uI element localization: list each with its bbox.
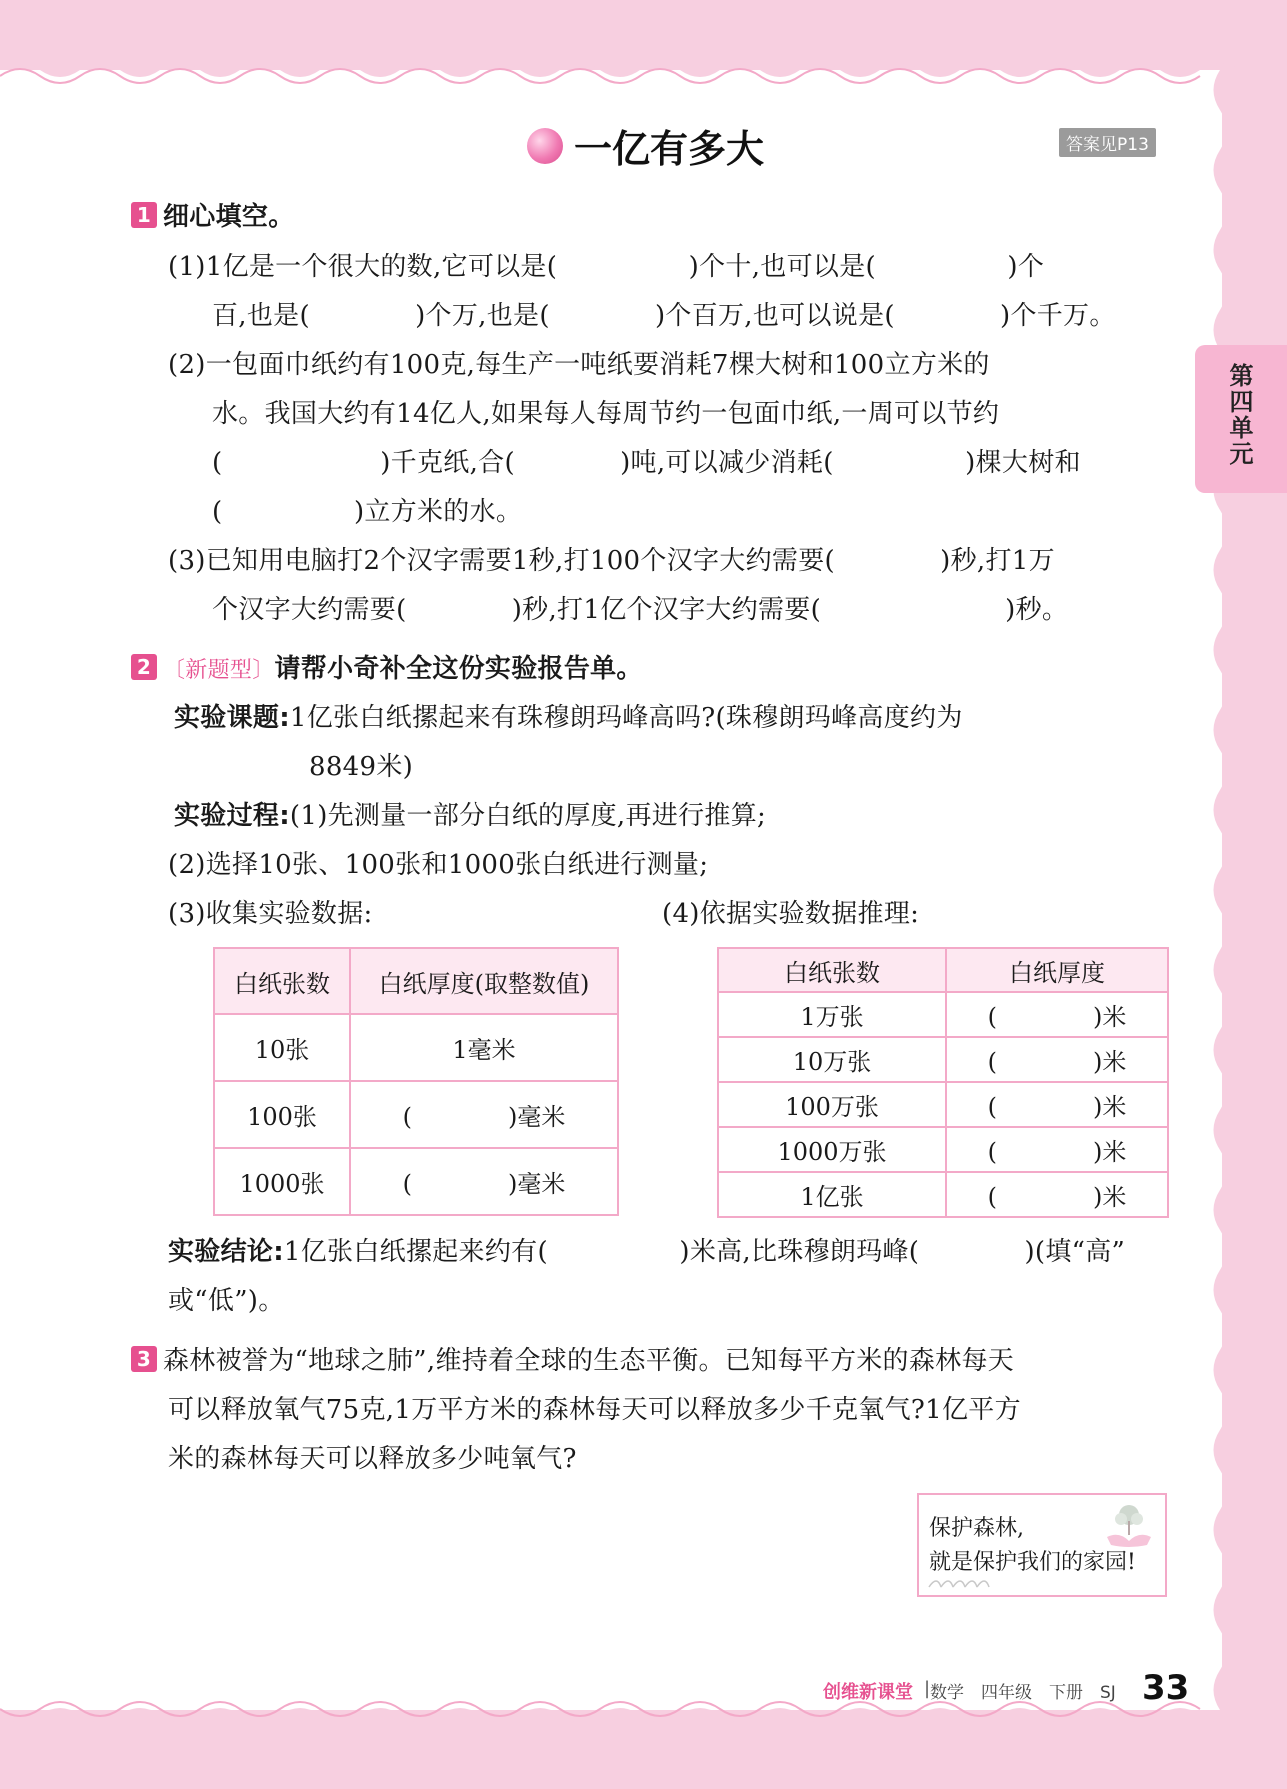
q1-line-3: (2)一包面巾纸约有100克,每生产一吨纸要消耗7棵大树和100立方米的 bbox=[168, 350, 990, 380]
table1-cell: 10张 bbox=[214, 1014, 350, 1081]
table2-cell: ( )米 bbox=[946, 1082, 1168, 1127]
table2-cell: ( )米 bbox=[946, 992, 1168, 1037]
table2-cell: 100万张 bbox=[718, 1082, 946, 1127]
table1-header-thickness: 白纸厚度(取整数值) bbox=[350, 948, 618, 1014]
table1-cell: ( )毫米 bbox=[350, 1081, 618, 1148]
q2-topic-label: 实验课题: bbox=[174, 703, 290, 733]
q1-line-8: 个汉字大约需要( )秒,打1亿个汉字大约需要( )秒。 bbox=[212, 595, 1069, 625]
table1-cell: 100张 bbox=[214, 1081, 350, 1148]
q2-conclusion-label: 实验结论: bbox=[168, 1237, 284, 1267]
q3-line-3: 米的森林每天可以释放多少吨氧气? bbox=[168, 1444, 577, 1474]
footer-brand: 创维新课堂 bbox=[823, 1682, 913, 1703]
q1-line-7: (3)已知用电脑打2个汉字需要1秒,打100个汉字大约需要( )秒,打1万 bbox=[168, 546, 1055, 576]
footer-book-info: 数学 四年级 下册 SJ bbox=[930, 1683, 1116, 1703]
unit-side-tab bbox=[1195, 345, 1287, 493]
table2-cell: 1万张 bbox=[718, 992, 946, 1037]
table2-cell: 10万张 bbox=[718, 1037, 946, 1082]
page-footer bbox=[0, 1668, 1287, 1708]
table2-header-count: 白纸张数 bbox=[718, 948, 946, 992]
note-line-2: 就是保护我们的家园! bbox=[929, 1550, 1136, 1575]
q2-heading: 请帮小奇补全这份实验报告单。 bbox=[274, 654, 643, 684]
q2-topic-text: 1亿张白纸摞起来有珠穆朗玛峰高吗?(珠穆朗玛峰高度约为 bbox=[289, 703, 963, 733]
note-line-1: 保护森林, bbox=[929, 1516, 1024, 1541]
q2-process-row bbox=[174, 799, 766, 833]
q2-process-1: (1)先测量一部分白纸的厚度,再进行推算; bbox=[289, 801, 767, 831]
q2-process-2: (2)选择10张、100张和1000张白纸进行测量; bbox=[168, 850, 709, 880]
q1-line-1: (1)1亿是一个很大的数,它可以是( )个十,也可以是( )个 bbox=[168, 252, 1045, 282]
table2-cell: 1亿张 bbox=[718, 1172, 946, 1217]
answer-reference-badge: 答案见P13 bbox=[1059, 128, 1156, 157]
page-title: 一亿有多大 bbox=[574, 127, 765, 171]
title-row bbox=[0, 118, 1287, 174]
q3-line-2: 可以释放氧气75克,1万平方米的森林每天可以释放多少千克氧气?1亿平方 bbox=[168, 1395, 1021, 1425]
q1-heading-row bbox=[131, 200, 295, 234]
measurement-table bbox=[213, 947, 619, 1216]
q3-line-1: 森林被誉为“地球之肺”,维持着全球的生态平衡。已知每平方米的森林每天 bbox=[163, 1346, 1015, 1376]
table1-cell: 1000张 bbox=[214, 1148, 350, 1215]
q1-number-badge: 1 bbox=[131, 202, 157, 228]
top-wave-border bbox=[0, 50, 1287, 90]
q2-topic-text-2: 8849米) bbox=[309, 752, 414, 782]
q2-conclusion-text-2: 或“低”)。 bbox=[168, 1286, 285, 1316]
q1-line-4: 水。我国大约有14亿人,如果每人每周节约一包面巾纸,一周可以节约 bbox=[212, 399, 1000, 429]
reminder-note-box bbox=[917, 1493, 1167, 1597]
q2-new-type-tag: 〔新题型〕 bbox=[163, 658, 275, 683]
q3-number-badge: 3 bbox=[131, 1346, 157, 1372]
table2-header-thickness: 白纸厚度 bbox=[946, 948, 1168, 992]
right-wave-border bbox=[1205, 70, 1235, 1710]
q1-line-6: ( )立方米的水。 bbox=[212, 497, 523, 527]
q2-number-badge: 2 bbox=[131, 654, 157, 680]
q1-line-2: 百,也是( )个万,也是( )个百万,也可以说是( )个千万。 bbox=[212, 301, 1116, 331]
inference-table bbox=[717, 947, 1169, 1218]
footer-separator: | bbox=[924, 1678, 931, 1699]
table1-cell: ( )毫米 bbox=[350, 1148, 618, 1215]
q1-line-5: ( )千克纸,合( )吨,可以减少消耗( )棵大树和 bbox=[212, 448, 1081, 478]
table2-cell: ( )米 bbox=[946, 1037, 1168, 1082]
q2-process-4: (4)依据实验数据推理: bbox=[662, 899, 920, 929]
q2-conclusion-row bbox=[168, 1235, 1125, 1269]
table1-header-count: 白纸张数 bbox=[214, 948, 350, 1014]
tree-hands-icon bbox=[1101, 1501, 1157, 1551]
q2-process-label: 实验过程: bbox=[174, 801, 290, 831]
title-bullet-icon bbox=[527, 128, 563, 164]
q2-heading-row bbox=[131, 652, 643, 688]
q2-topic-row bbox=[174, 701, 963, 735]
table1-cell: 1毫米 bbox=[350, 1014, 618, 1081]
table2-cell: ( )米 bbox=[946, 1172, 1168, 1217]
q2-process-3: (3)收集实验数据: bbox=[168, 899, 373, 929]
table2-cell: 1000万张 bbox=[718, 1127, 946, 1172]
q3-row-1 bbox=[131, 1344, 1014, 1378]
leaf-decoration-icon bbox=[927, 1571, 997, 1589]
table2-cell: ( )米 bbox=[946, 1127, 1168, 1172]
q2-conclusion-text: 1亿张白纸摞起来约有( )米高,比珠穆朗玛峰( )(填“高” bbox=[283, 1237, 1126, 1267]
q1-heading: 细心填空。 bbox=[163, 202, 295, 232]
page-number: 33 bbox=[1142, 1668, 1190, 1708]
unit-side-tab-label: 第四单元 bbox=[1225, 363, 1253, 467]
